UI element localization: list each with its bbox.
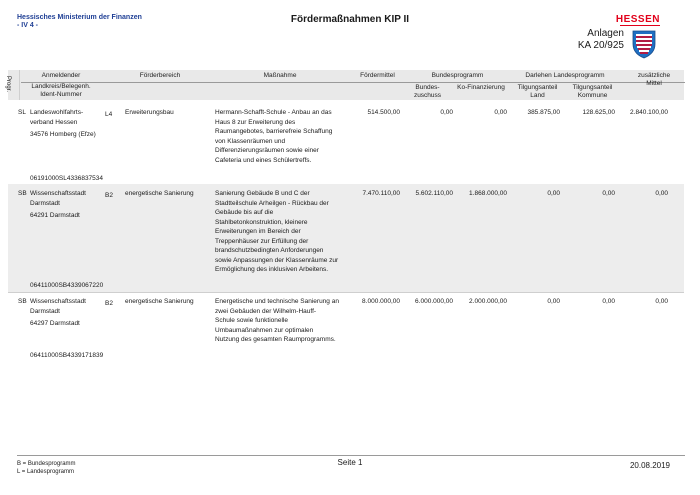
progr-column-header: Progr. [8,70,20,100]
row-ident-number: 06191000SL4336837534 [30,175,104,182]
row-zusaetzliche-mittel: 2.840.100,00 [630,109,668,116]
col-darlehen: Darlehen Landesprogramm [525,72,605,79]
row-massnahme: Sanierung Gebäude B und C der Stadtteilschule Arheilgen - Rückbau der Gebäude bis auf die Stahlbetonkonstruktion, kleinere Erweiterungen im Bereich der Treppenhäuser zur Erfüllung der brandschutzbedingten Anforderungen sowie Anpassungen der Klassenräume zur Ermöglichung des inklusiven Arbeitens. [215,190,339,273]
page-number: Seite 1 [337,458,363,467]
ministry-line-2: - IV 4 - [17,22,39,29]
row-applicant: Landeswohlfahrts- verband Hessen 34576 Homberg (Efze) [30,109,96,138]
col-anmeldender: Anmeldender [41,72,81,79]
row-prog: SB [18,298,27,305]
col-bundesprogramm: Bundesprogramm [431,72,484,79]
ministry-name [17,14,142,30]
col-foerdermittel: Fördermittel [360,72,395,79]
col-zusaetzliche-mittel: zusätzliche Mittel [637,72,671,87]
row-foerderbereich: Erweiterungsbau [125,109,174,116]
row-zusaetzliche-mittel: 0,00 [655,298,668,305]
row-kofinanzierung: 0,00 [494,109,507,116]
row-bundeszuschuss: 6.000.000,00 [415,298,453,305]
ministry-line-1: Hessisches Ministerium der Finanzen [17,14,142,21]
page-title: Fördermaßnahmen KIP II [290,14,410,25]
row-tilgung-kommune: 128.625,00 [582,109,615,116]
document-date: 20.08.2019 [629,461,670,470]
row-massnahme: Energetische und technische Sanierung an zwei Gebäuden der Wilhelm-Hauff- Schule sowie funktionelle Umbaumaßnahmen zur optimalen Nutzung des gesamten Raumprogramms. [215,298,339,343]
ka-number: KA 20/925 [577,40,624,51]
row-tilgung-kommune: 0,00 [602,190,615,197]
row-tilgung-land: 385.875,00 [527,109,560,116]
row-code: B2 [105,300,113,307]
col-landkreis: Landkreis/Belegenh. Ident-Nummer [31,83,91,98]
row-tilgung-kommune: 0,00 [602,298,615,305]
attachment-reference [578,28,624,52]
row-foerderbereich: energetische Sanierung [125,190,194,197]
col-bundeszuschuss: Bundes- zuschuss [413,84,442,99]
footer-legend: B = Bundesprogramm L = Landesprogramm [17,461,76,475]
row-ident-number: 06411000SB4339171839 [30,352,104,359]
col-tilgung-kommune: Tilgungsanteil Kommune [572,84,613,99]
row-bundeszuschuss: 5.602.110,00 [415,190,453,197]
col-massnahme: Maßnahme [263,72,297,79]
header-divider [21,82,685,83]
table-row [8,104,684,184]
row-foerdermittel: 8.000.000,00 [362,298,400,305]
col-tilgung-land: Tilgungsanteil Land [517,84,558,99]
footer-rule [17,455,685,456]
row-foerdermittel: 7.470.110,00 [362,190,400,197]
col-kofinanzierung: Ko-Finanzierung [457,84,505,91]
row-kofinanzierung: 1.868.000,00 [469,190,507,197]
row-tilgung-land: 0,00 [547,298,560,305]
row-code: L4 [105,111,113,118]
col-foerderbereich: Förderbereich [139,72,181,79]
row-massnahme: Hermann-Schafft-Schule - Anbau an das Haus 8 zur Erweiterung des Raumangebotes, barrierefreie Schaffung von Klassenräumen und Differenzierungsräumen sowie einer Cafeteria und eines Schülertreffs. [215,109,333,164]
row-applicant: Wissenschaftsstadt Darmstadt 64297 Darmstadt [30,298,86,327]
row-zusaetzliche-mittel: 0,00 [655,190,668,197]
hessen-crest-icon [631,29,657,59]
table-row [8,184,684,292]
row-bundeszuschuss: 0,00 [440,109,453,116]
hessen-logo-rule [620,25,660,26]
row-foerdermittel: 514.500,00 [367,109,400,116]
hessen-logo-text: HESSEN [615,14,660,25]
row-prog: SL [18,109,26,116]
row-kofinanzierung: 2.000.000,00 [469,298,507,305]
row-foerderbereich: energetische Sanierung [125,298,194,305]
row-prog: SB [18,190,27,197]
row-ident-number: 06411000SB4339067220 [30,282,104,289]
anlagen-label: Anlagen [587,28,624,39]
table-row [8,293,684,365]
row-tilgung-land: 0,00 [547,190,560,197]
row-code: B2 [105,192,113,199]
row-applicant: Wissenschaftsstadt Darmstadt 64291 Darmstadt [30,190,86,219]
